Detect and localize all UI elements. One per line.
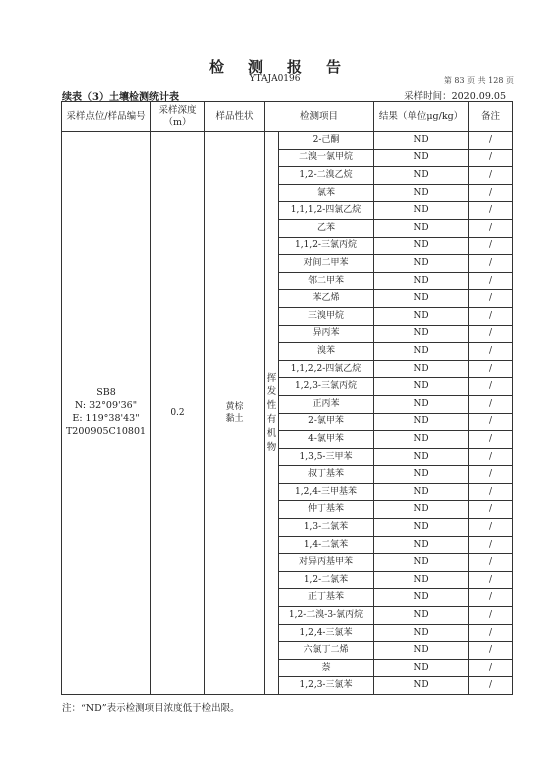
header-result: 结果（单位μg/kg）	[374, 102, 469, 132]
test-item: 1,4-二氯苯	[279, 536, 374, 554]
test-item: 1,2-二氯苯	[279, 571, 374, 589]
sample-info-cell	[62, 132, 151, 695]
test-result: ND	[374, 290, 469, 308]
sample-latitude: N: 32°09'36"	[74, 400, 138, 412]
test-note: /	[469, 624, 513, 642]
test-item: 六氯丁二烯	[279, 642, 374, 660]
test-item: 三溴甲烷	[279, 307, 374, 325]
test-item: 1,3-二氯苯	[279, 519, 374, 537]
test-item: 二溴一氯甲烷	[279, 149, 374, 167]
test-note: /	[469, 554, 513, 572]
test-result: ND	[374, 167, 469, 185]
test-result: ND	[374, 237, 469, 255]
test-item: 1,1,1,2-四氯乙烷	[279, 202, 374, 220]
test-result: ND	[374, 607, 469, 625]
sampling-date: 采样时间：2020.09.05	[404, 91, 506, 102]
header-sample-depth: 采样深度（m）	[151, 102, 205, 132]
test-category-text: 挥 发 性 有 机 物	[266, 372, 277, 453]
test-note: /	[469, 431, 513, 449]
test-note: /	[469, 519, 513, 537]
test-note: /	[469, 466, 513, 484]
table-subtitle: 续表（3）土壤检测统计表	[62, 92, 179, 103]
test-result: ND	[374, 554, 469, 572]
test-note: /	[469, 483, 513, 501]
test-item: 萘	[279, 659, 374, 677]
test-note: /	[469, 184, 513, 202]
test-note: /	[469, 132, 513, 150]
test-item: 对异丙基甲苯	[279, 554, 374, 572]
test-result: ND	[374, 483, 469, 501]
test-item: 1,2,4-三甲基苯	[279, 483, 374, 501]
test-item: 溴苯	[279, 343, 374, 361]
table-row	[62, 132, 513, 150]
test-note: /	[469, 677, 513, 695]
test-item: 乙苯	[279, 219, 374, 237]
test-result: ND	[374, 360, 469, 378]
test-item: 1,3,5-三甲苯	[279, 448, 374, 466]
test-item: 4-氯甲苯	[279, 431, 374, 449]
test-note: /	[469, 378, 513, 396]
test-result: ND	[374, 448, 469, 466]
test-result: ND	[374, 501, 469, 519]
test-note: /	[469, 272, 513, 290]
sample-id: T200905C10801	[65, 425, 147, 437]
test-item: 仲丁基苯	[279, 501, 374, 519]
test-result: ND	[374, 466, 469, 484]
sample-longitude: E: 119°38'43"	[72, 413, 140, 424]
test-result: ND	[374, 272, 469, 290]
test-result: ND	[374, 413, 469, 431]
header-appearance: 样品性状	[205, 102, 265, 132]
test-note: /	[469, 448, 513, 466]
sample-appearance: 黄棕黏土	[205, 132, 265, 695]
test-result: ND	[374, 642, 469, 660]
test-item: 1,2-二溴-3-氯丙烷	[279, 607, 374, 625]
test-result: ND	[374, 219, 469, 237]
test-category	[265, 132, 279, 695]
test-result: ND	[374, 536, 469, 554]
test-item: 2-氯甲苯	[279, 413, 374, 431]
test-item: 1,2,3-三氯丙烷	[279, 378, 374, 396]
test-note: /	[469, 642, 513, 660]
test-result: ND	[374, 378, 469, 396]
page-info: 第 83 页 共 128 页	[443, 76, 514, 85]
test-note: /	[469, 395, 513, 413]
table-body	[62, 132, 513, 695]
test-item: 1,2,4-三氯苯	[279, 624, 374, 642]
test-item: 1,2-二溴乙烷	[279, 167, 374, 185]
test-note: /	[469, 307, 513, 325]
header-test-item: 检测项目	[265, 102, 374, 132]
test-note: /	[469, 589, 513, 607]
header-sample-point: 采样点位/样品编号	[62, 102, 151, 132]
test-note: /	[469, 536, 513, 554]
test-result: ND	[374, 624, 469, 642]
test-result: ND	[374, 589, 469, 607]
test-result: ND	[374, 325, 469, 343]
header-note: 备注	[469, 102, 513, 132]
test-note: /	[469, 413, 513, 431]
test-item: 苯乙烯	[279, 290, 374, 308]
test-note: /	[469, 607, 513, 625]
test-result: ND	[374, 431, 469, 449]
test-result: ND	[374, 659, 469, 677]
test-result: ND	[374, 149, 469, 167]
test-note: /	[469, 571, 513, 589]
test-result: ND	[374, 571, 469, 589]
test-note: /	[469, 255, 513, 273]
test-note: /	[469, 659, 513, 677]
soil-test-table	[61, 101, 513, 695]
test-item: 正丙苯	[279, 395, 374, 413]
sample-point: SB8	[96, 387, 116, 399]
test-item: 1,2,3-三氯苯	[279, 677, 374, 695]
test-note: /	[469, 149, 513, 167]
test-item: 2-己酮	[279, 132, 374, 150]
test-result: ND	[374, 519, 469, 537]
test-item: 叔丁基苯	[279, 466, 374, 484]
test-note: /	[469, 501, 513, 519]
test-item: 异丙苯	[279, 325, 374, 343]
test-note: /	[469, 237, 513, 255]
report-title: 检测报告	[208, 58, 365, 76]
test-item: 1,1,2,2-四氯乙烷	[279, 360, 374, 378]
test-note: /	[469, 325, 513, 343]
table-header-row	[62, 102, 513, 132]
test-result: ND	[374, 255, 469, 273]
test-note: /	[469, 202, 513, 220]
test-result: ND	[374, 184, 469, 202]
test-item: 氯苯	[279, 184, 374, 202]
footnote: 注：“ND”表示检测项目浓度低于检出限。	[62, 703, 240, 714]
test-result: ND	[374, 202, 469, 220]
test-item: 1,1,2-三氯丙烷	[279, 237, 374, 255]
test-result: ND	[374, 677, 469, 695]
test-result: ND	[374, 395, 469, 413]
test-item: 正丁基苯	[279, 589, 374, 607]
report-code: YTAJA0196	[249, 74, 301, 84]
test-item: 对间二甲苯	[279, 255, 374, 273]
test-result: ND	[374, 307, 469, 325]
test-note: /	[469, 360, 513, 378]
test-item: 邻二甲苯	[279, 272, 374, 290]
test-note: /	[469, 290, 513, 308]
test-result: ND	[374, 132, 469, 150]
test-note: /	[469, 343, 513, 361]
test-result: ND	[374, 343, 469, 361]
sample-depth: 0.2	[151, 132, 205, 695]
test-note: /	[469, 219, 513, 237]
test-note: /	[469, 167, 513, 185]
